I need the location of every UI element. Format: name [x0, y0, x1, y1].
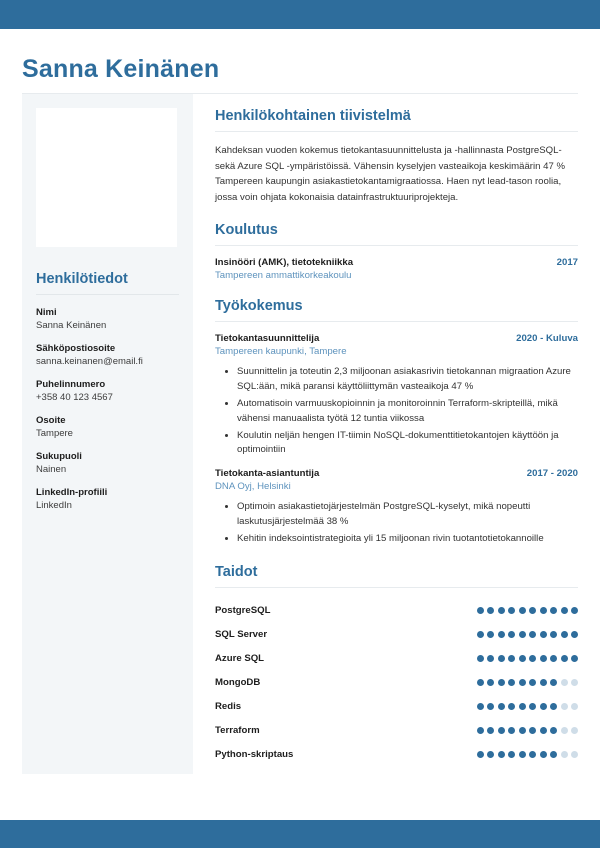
rating-dot-filled: [487, 703, 494, 710]
skill-rating: [477, 607, 579, 614]
section-experience: [215, 298, 578, 547]
rating-dot-empty: [571, 727, 578, 734]
rating-dot-filled: [519, 607, 526, 614]
skill-name: SQL Server: [215, 629, 268, 641]
rating-dot-filled: [540, 751, 547, 758]
rating-dot-filled: [571, 631, 578, 638]
main-column: [193, 94, 578, 784]
skill-row: [215, 695, 578, 719]
skill-name: MongoDB: [215, 677, 261, 689]
rating-dot-filled: [540, 607, 547, 614]
rating-dot-empty: [561, 727, 568, 734]
rating-dot-empty: [561, 751, 568, 758]
entry-bullet: • Koulutin neljän hengen IT-tiimin NoSQL-dokumenttitietokantojen käyttöön ja optimointiin: [237, 429, 578, 459]
skill-rating: [477, 703, 579, 710]
rating-dot-filled: [550, 751, 557, 758]
rating-dot-filled: [561, 607, 568, 614]
personal-detail-field: [36, 451, 179, 475]
rating-dot-filled: [508, 703, 515, 710]
rating-dot-filled: [498, 679, 505, 686]
rating-dot-filled: [498, 655, 505, 662]
section-summary: [215, 108, 578, 205]
personal-detail-field: [36, 379, 179, 403]
rating-dot-filled: [529, 631, 536, 638]
personal-detail-label: Puhelinnumero: [36, 379, 106, 390]
personal-detail-value: Sanna Keinänen: [36, 320, 107, 331]
skill-row: [215, 623, 578, 647]
rating-dot-filled: [487, 727, 494, 734]
top-accent-bar: [0, 0, 600, 29]
rating-dot-filled: [540, 655, 547, 662]
rating-dot-filled: [487, 679, 494, 686]
skill-row: [215, 671, 578, 695]
rating-dot-filled: [508, 607, 515, 614]
summary-text: Kahdeksan vuoden kokemus tietokantasuunnittelusta ja -hallinnasta PostgreSQL- sekä Azure SQL -ympäristöissä. Vähensin kyselyjen vasteaikoja keskimäärin 47 % Tampereen kaupungin asiakastietokantamigraatiossa. Haen nyt lead-tason roolia, jossa voin ohjata kokonaisia datainfrastruktuuriprojekteja.: [215, 145, 565, 203]
rating-dot-filled: [498, 703, 505, 710]
bottom-accent-bar: [0, 820, 600, 848]
skill-rating: [477, 727, 579, 734]
rating-dot-filled: [529, 751, 536, 758]
rating-dot-filled: [498, 607, 505, 614]
rating-dot-empty: [571, 703, 578, 710]
section-education: [215, 222, 578, 281]
skill-name: Python-skriptaus: [215, 749, 294, 761]
entry-bullet: • Kehitin indeksointistrategioita yli 15 miljoonan rivin tuotantotietokannoille: [237, 532, 578, 547]
entry-subtitle: Tampereen kaupunki, Tampere: [215, 346, 347, 358]
entry-bullet: • Optimoin asiakastietojärjestelmän PostgreSQL-kyselyt, mikä nopeutti laskutusjärjestelmää 38 %: [237, 500, 578, 530]
personal-detail-value: Tampere: [36, 428, 73, 439]
skill-row: [215, 599, 578, 623]
skill-name: PostgreSQL: [215, 605, 271, 617]
sidebar: [22, 94, 193, 774]
rating-dot-filled: [508, 751, 515, 758]
entry-bullet: • Automatisoin varmuuskopioinnin ja monitoroinnin Terraform-skripteillä, mikä vähensi manuaalista työtä 12 tuntia viikossa: [237, 397, 578, 427]
entry-header: [215, 257, 578, 268]
rating-dot-filled: [561, 655, 568, 662]
personal-details-title: Henkilötiedot: [36, 271, 179, 295]
entry-title: Tietokantasuunnittelija: [215, 333, 320, 345]
rating-dot-filled: [508, 655, 515, 662]
skill-rating: [477, 655, 579, 662]
education-title: Koulutus: [215, 222, 578, 246]
rating-dot-filled: [519, 751, 526, 758]
personal-detail-label: LinkedIn-profiili: [36, 487, 108, 498]
education-entries: [215, 257, 578, 281]
personal-detail-value: LinkedIn: [36, 500, 72, 511]
entry-header: [215, 468, 578, 479]
rating-dot-filled: [529, 727, 536, 734]
entry-subtitle: Tampereen ammattikorkeakoulu: [215, 270, 352, 282]
skill-row: [215, 743, 578, 767]
rating-dot-filled: [498, 727, 505, 734]
entry-date: 2017 - 2020: [526, 468, 578, 480]
rating-dot-empty: [571, 679, 578, 686]
entry-header: [215, 333, 578, 344]
entry-title: Insinööri (AMK), tietotekniikka: [215, 257, 354, 269]
experience-title: Työkokemus: [215, 298, 578, 322]
rating-dot-filled: [498, 631, 505, 638]
rating-dot-filled: [550, 679, 557, 686]
entry-bullet: • Suunnittelin ja toteutin 2,3 miljoonan asiakasrivin tietokannan migraation Azure SQL:ään, mikä paransi käyttöliittymän vasteaikoja 47 %: [237, 365, 578, 395]
personal-details-list: [36, 307, 179, 511]
skill-name: Terraform: [215, 725, 260, 737]
rating-dot-filled: [571, 655, 578, 662]
rating-dot-filled: [519, 655, 526, 662]
skill-row: [215, 647, 578, 671]
rating-dot-filled: [550, 655, 557, 662]
rating-dot-filled: [540, 679, 547, 686]
resume-content: [0, 29, 600, 820]
skill-name: Azure SQL: [215, 653, 265, 665]
rating-dot-filled: [508, 727, 515, 734]
skills-title: Taidot: [215, 564, 578, 588]
personal-detail-field: [36, 307, 179, 331]
rating-dot-filled: [540, 727, 547, 734]
section-skills: [215, 564, 578, 767]
entry-date: 2020 - Kuluva: [516, 333, 578, 345]
rating-dot-filled: [540, 703, 547, 710]
resume-entry: [215, 257, 578, 281]
summary-title: Henkilökohtainen tiivistelmä: [215, 108, 578, 132]
rating-dot-filled: [561, 631, 568, 638]
rating-dot-filled: [487, 631, 494, 638]
rating-dot-filled: [519, 631, 526, 638]
entry-subtitle: DNA Oyj, Helsinki: [215, 481, 291, 493]
rating-dot-filled: [571, 607, 578, 614]
personal-detail-label: Nimi: [36, 307, 57, 318]
rating-dot-filled: [477, 703, 484, 710]
experience-entries: [215, 333, 578, 547]
skill-rating: [477, 679, 579, 686]
rating-dot-filled: [477, 607, 484, 614]
rating-dot-filled: [529, 607, 536, 614]
rating-dot-filled: [540, 631, 547, 638]
personal-detail-field: [36, 343, 179, 367]
rating-dot-filled: [477, 631, 484, 638]
personal-detail-field: [36, 415, 179, 439]
skill-rating: [477, 751, 579, 758]
rating-dot-filled: [477, 679, 484, 686]
rating-dot-filled: [498, 751, 505, 758]
rating-dot-filled: [477, 751, 484, 758]
rating-dot-empty: [561, 679, 568, 686]
rating-dot-filled: [477, 727, 484, 734]
rating-dot-filled: [519, 703, 526, 710]
personal-detail-value: sanna.keinanen@email.fi: [36, 356, 143, 367]
resume-entry: [215, 333, 578, 458]
rating-dot-filled: [477, 655, 484, 662]
candidate-name: Sanna Keinänen: [22, 55, 220, 83]
two-column-layout: [22, 94, 578, 784]
personal-detail-label: Sukupuoli: [36, 451, 82, 462]
resume-entry: [215, 468, 578, 547]
rating-dot-empty: [571, 751, 578, 758]
skill-row: [215, 719, 578, 743]
rating-dot-filled: [508, 631, 515, 638]
rating-dot-filled: [529, 655, 536, 662]
personal-detail-label: Osoite: [36, 415, 66, 426]
name-header: [22, 29, 578, 94]
rating-dot-filled: [508, 679, 515, 686]
rating-dot-filled: [487, 607, 494, 614]
rating-dot-filled: [519, 679, 526, 686]
rating-dot-filled: [487, 751, 494, 758]
personal-detail-value: Nainen: [36, 464, 67, 475]
skills-list: [215, 599, 578, 767]
personal-detail-value: +358 40 123 4567: [36, 392, 113, 403]
rating-dot-filled: [487, 655, 494, 662]
personal-detail-label: Sähköpostiosoite: [36, 343, 116, 354]
rating-dot-filled: [550, 631, 557, 638]
entry-date: 2017: [556, 257, 578, 269]
rating-dot-filled: [550, 727, 557, 734]
entry-title: Tietokanta-asiantuntija: [215, 468, 320, 480]
rating-dot-filled: [550, 607, 557, 614]
entry-bullet-list: [215, 365, 578, 458]
entry-bullet-list: [215, 500, 578, 547]
skill-name: Redis: [215, 701, 242, 713]
rating-dot-filled: [529, 703, 536, 710]
personal-detail-field: [36, 487, 179, 511]
photo-placeholder: [36, 108, 177, 247]
rating-dot-filled: [529, 679, 536, 686]
rating-dot-empty: [561, 703, 568, 710]
rating-dot-filled: [550, 703, 557, 710]
rating-dot-filled: [519, 727, 526, 734]
skill-rating: [477, 631, 579, 638]
